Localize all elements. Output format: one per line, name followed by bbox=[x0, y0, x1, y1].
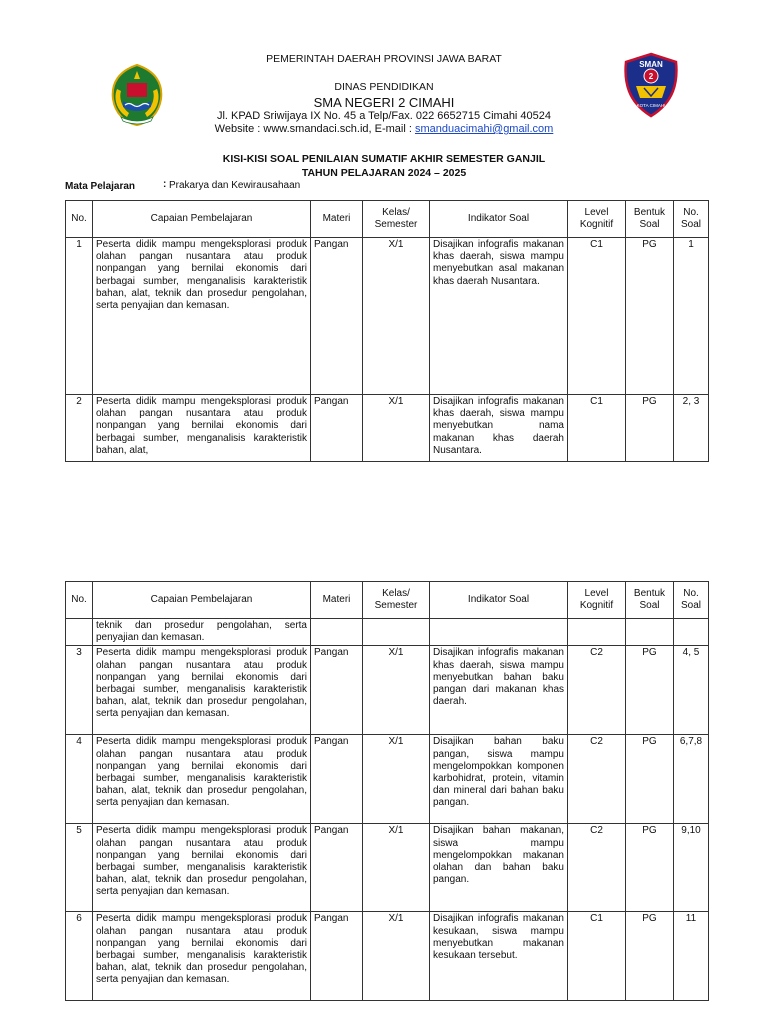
row-no: 1 bbox=[66, 238, 93, 395]
subject-separator: : bbox=[163, 179, 167, 190]
header-cp: Capaian Pembelajaran bbox=[93, 582, 311, 619]
row-bentuk: PG bbox=[626, 735, 674, 824]
header-nosoal: No. Soal bbox=[674, 582, 709, 619]
table-row bbox=[66, 238, 709, 395]
row-bentuk: PG bbox=[626, 912, 674, 1001]
row-materi: Pangan bbox=[311, 912, 363, 1001]
row-nosoal: 6,7,8 bbox=[674, 735, 709, 824]
row-materi: Pangan bbox=[311, 735, 363, 824]
row-level: C2 bbox=[568, 735, 626, 824]
row-no: 2 bbox=[66, 395, 93, 462]
row-bentuk: PG bbox=[626, 395, 674, 462]
row-kelas: X/1 bbox=[363, 395, 430, 462]
row-no: 6 bbox=[66, 912, 93, 1001]
row-bentuk: PG bbox=[626, 238, 674, 395]
header-bentuk: Bentuk Soal bbox=[626, 582, 674, 619]
row-level: C1 bbox=[568, 238, 626, 395]
row-materi: Pangan bbox=[311, 395, 363, 462]
table-row-continuation bbox=[66, 619, 709, 646]
row-cp: Peserta didik mampu mengeksplorasi produk olahan pangan nusantara atau produk nonpangan yang bernilai ekonomis dari berbagai sumber, menganalisis karakteristik bahan, alat, teknik dan prosedur pengolahan, serta penyajian dan kemasan. bbox=[93, 912, 311, 1001]
header-level: Level Kognitif bbox=[568, 201, 626, 238]
row-indikator: Disajikan infografis makanan kesukaan, siswa mampu menyebutkan makanan kesukaan tersebut. bbox=[430, 912, 568, 1001]
academic-year: TAHUN PELAJARAN 2024 – 2025 bbox=[301, 167, 467, 179]
row-nosoal: 9,10 bbox=[674, 824, 709, 912]
row-cp: Peserta didik mampu mengeksplorasi produk olahan pangan nusantara atau produk nonpangan yang bernilai ekonomis dari berbagai sumber, menganalisis karakteristik bahan, alat, teknik dan prosedur pengolahan, serta penyajian dan kemasan. bbox=[93, 238, 311, 395]
school-address: Jl. KPAD Sriwijaya IX No. 45 a Telp/Fax. 022 6652715 Cimahi 40524 bbox=[216, 110, 552, 122]
row-kelas: X/1 bbox=[363, 238, 430, 395]
header-kelas: Kelas/ Semester bbox=[363, 582, 430, 619]
row-no: 5 bbox=[66, 824, 93, 912]
header-no: No. bbox=[66, 201, 93, 238]
row-nosoal: 4, 5 bbox=[674, 646, 709, 735]
row-no: 3 bbox=[66, 646, 93, 735]
kisi-table-page-1 bbox=[65, 200, 709, 462]
row-bentuk: PG bbox=[626, 824, 674, 912]
table-row bbox=[66, 735, 709, 824]
website-text: Website : www.smandaci.sch.id, E-mail : bbox=[214, 123, 415, 135]
svg-text:KOTA CIMAHI: KOTA CIMAHI bbox=[636, 103, 666, 108]
header-kelas: Kelas/ Semester bbox=[363, 201, 430, 238]
table-header-row bbox=[66, 582, 709, 619]
table-row bbox=[66, 646, 709, 735]
contact-line bbox=[0, 123, 768, 136]
row-indikator: Disajikan infografis makanan khas daerah, siswa mampu menyebutkan nama makanan khas daerah Nusantara. bbox=[430, 395, 568, 462]
row-indikator: Disajikan bahan makanan, siswa mampu mengelompokkan makanan olahan dan bahan baku pangan. bbox=[430, 824, 568, 912]
row-bentuk: PG bbox=[626, 646, 674, 735]
row-no: 4 bbox=[66, 735, 93, 824]
header-nosoal: No. Soal bbox=[674, 201, 709, 238]
row-cp: Peserta didik mampu mengeksplorasi produk olahan pangan nusantara atau produk nonpangan yang bernilai ekonomis dari berbagai sumber, menganalisis karakteristik bahan, alat, teknik dan prosedur pengolahan, serta penyajian dan kemasan. bbox=[93, 646, 311, 735]
header-no: No. bbox=[66, 582, 93, 619]
row-indikator: Disajikan bahan baku pangan, siswa mampu mengelompokkan komponen karbohidrat, protein, vitamin dan mineral dari bahan baku pangan. bbox=[430, 735, 568, 824]
row-cp: Peserta didik mampu mengeksplorasi produk olahan pangan nusantara atau produk nonpangan yang bernilai ekonomis dari berbagai sumber, menganalisis karakteristik bahan, alat, teknik dan prosedur pengolahan, serta penyajian dan kemasan. bbox=[93, 735, 311, 824]
table-row bbox=[66, 824, 709, 912]
government-name: PEMERINTAH DAERAH PROVINSI JAWA BARAT bbox=[266, 53, 502, 65]
row-kelas: X/1 bbox=[363, 824, 430, 912]
header-indikator: Indikator Soal bbox=[430, 582, 568, 619]
row-kelas: X/1 bbox=[363, 646, 430, 735]
row-level: C1 bbox=[568, 395, 626, 462]
school-name: SMA NEGERI 2 CIMAHI bbox=[313, 95, 455, 110]
table-header-row bbox=[66, 201, 709, 238]
subject-value: Prakarya dan Kewirausahaan bbox=[169, 180, 301, 191]
row-materi: Pangan bbox=[311, 238, 363, 395]
row-kelas: X/1 bbox=[363, 735, 430, 824]
row-materi: Pangan bbox=[311, 646, 363, 735]
row-nosoal: 1 bbox=[674, 238, 709, 395]
row-cp: Peserta didik mampu mengeksplorasi produk olahan pangan nusantara atau produk nonpangan yang bernilai ekonomis dari berbagai sumber, menganalisis karakteristik bahan, alat, bbox=[93, 395, 311, 462]
row-kelas: X/1 bbox=[363, 912, 430, 1001]
table-row bbox=[66, 912, 709, 1001]
header-cp: Capaian Pembelajaran bbox=[93, 201, 311, 238]
header-level: Level Kognitif bbox=[568, 582, 626, 619]
row-indikator: Disajikan infografis makanan khas daerah, siswa mampu menyebutkan asal makanan khas daerah Nusantara. bbox=[430, 238, 568, 395]
row-cp: Peserta didik mampu mengeksplorasi produk olahan pangan nusantara atau produk nonpangan yang bernilai ekonomis dari berbagai sumber, menganalisis karakteristik bahan, alat, teknik dan prosedur pengolahan, serta penyajian dan kemasan. bbox=[93, 824, 311, 912]
subject-label: Mata Pelajaran bbox=[65, 181, 136, 192]
row-level: C2 bbox=[568, 824, 626, 912]
row-level: C2 bbox=[568, 646, 626, 735]
row-cp: teknik dan prosedur pengolahan, serta penyajian dan kemasan. bbox=[93, 619, 311, 646]
kisi-table-page-2 bbox=[65, 581, 709, 1001]
header-materi: Materi bbox=[311, 201, 363, 238]
email-link[interactable]: smanduacimahi@gmail.com bbox=[414, 123, 554, 135]
row-nosoal: 2, 3 bbox=[674, 395, 709, 462]
table-row bbox=[66, 395, 709, 462]
header-bentuk: Bentuk Soal bbox=[626, 201, 674, 238]
row-materi: Pangan bbox=[311, 824, 363, 912]
header-indikator: Indikator Soal bbox=[430, 201, 568, 238]
svg-text:SMAN: SMAN bbox=[639, 60, 663, 69]
department-name: DINAS PENDIDIKAN bbox=[334, 81, 434, 93]
document-title: KISI-KISI SOAL PENILAIAN SUMATIF AKHIR SEMESTER GANJIL bbox=[222, 153, 546, 165]
row-nosoal: 11 bbox=[674, 912, 709, 1001]
svg-text:2: 2 bbox=[648, 72, 654, 81]
row-level: C1 bbox=[568, 912, 626, 1001]
row-indikator: Disajikan infografis makanan khas daerah, siswa mampu menyebutkan bahan baku pangan dari makanan khas daerah. bbox=[430, 646, 568, 735]
header-materi: Materi bbox=[311, 582, 363, 619]
